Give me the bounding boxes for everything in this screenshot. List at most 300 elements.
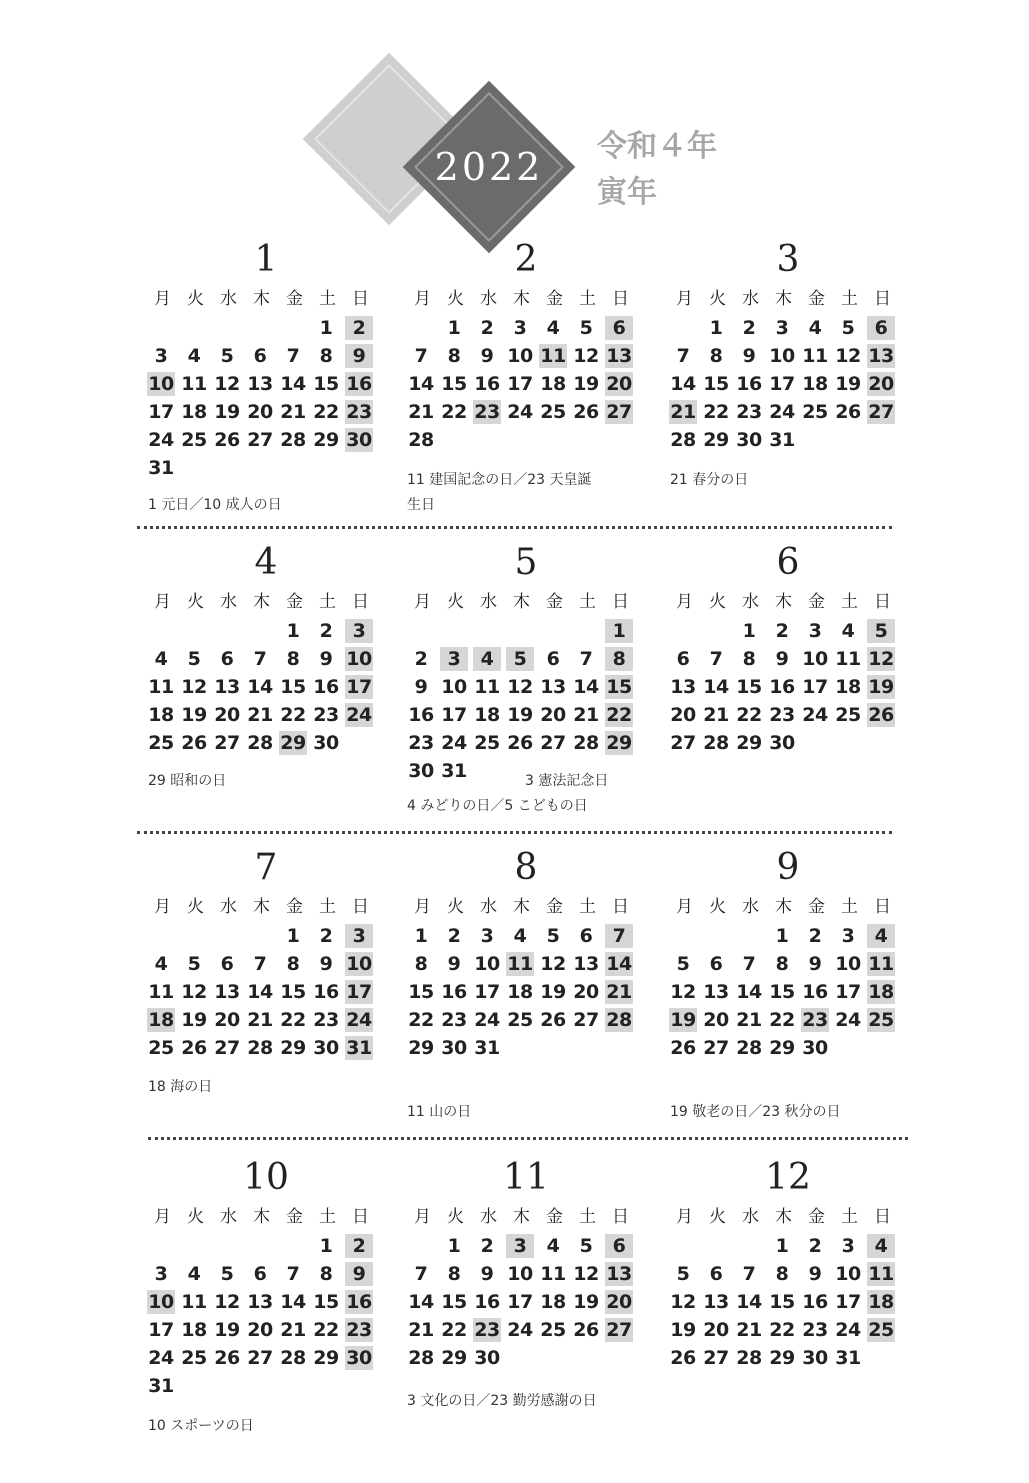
day-cell: 8 xyxy=(414,953,428,975)
weekday-header: 火 xyxy=(447,897,464,917)
empty-cell xyxy=(407,619,435,643)
day-cell: 13 xyxy=(670,676,696,698)
day-cell: 1 xyxy=(775,1235,789,1257)
day-cell: 16 xyxy=(408,704,434,726)
holiday-day-cell: 20 xyxy=(868,373,894,395)
day-cell: 8 xyxy=(447,1263,461,1285)
day-cell: 14 xyxy=(736,1291,762,1313)
day-cell: 30 xyxy=(802,1037,828,1059)
day-cell: 13 xyxy=(703,1291,729,1313)
month-number: 8 xyxy=(514,847,538,888)
day-cell: 5 xyxy=(676,953,690,975)
empty-cell xyxy=(147,924,175,948)
day-cell: 8 xyxy=(319,1263,333,1285)
day-cell: 27 xyxy=(703,1037,729,1059)
holiday-day-cell: 5 xyxy=(506,647,534,671)
holiday-day-cell: 25 xyxy=(868,1009,894,1031)
holiday-day-cell: 11 xyxy=(868,953,894,975)
holiday-day-cell: 29 xyxy=(280,732,306,754)
day-cell: 20 xyxy=(214,1009,240,1031)
day-cell: 13 xyxy=(247,373,273,395)
day-cell: 3 xyxy=(775,317,789,339)
holiday-day-cell: 30 xyxy=(346,1347,372,1369)
holiday-day-cell: 23 xyxy=(802,1009,828,1031)
day-cell: 14 xyxy=(703,676,729,698)
day-cell: 29 xyxy=(769,1037,795,1059)
day-cell: 11 xyxy=(148,981,174,1003)
day-cell: 12 xyxy=(540,953,566,975)
era-reiwa: 令和４年 xyxy=(597,129,717,164)
holiday-day-cell: 13 xyxy=(868,345,894,367)
empty-cell xyxy=(147,1234,175,1258)
day-cell: 13 xyxy=(214,676,240,698)
day-cell: 18 xyxy=(507,981,533,1003)
weekday-header: 土 xyxy=(841,289,858,309)
day-cell: 14 xyxy=(247,676,273,698)
holiday-note: 18 海の日 xyxy=(148,1079,213,1095)
empty-cell xyxy=(669,316,697,340)
holiday-day-cell: 14 xyxy=(606,953,632,975)
month-grid xyxy=(146,587,386,757)
day-cell: 27 xyxy=(247,1347,273,1369)
day-cell: 15 xyxy=(441,373,467,395)
day-cell: 27 xyxy=(214,732,240,754)
day-cell: 19 xyxy=(835,373,861,395)
day-cell: 1 xyxy=(319,1235,333,1257)
empty-cell xyxy=(147,316,175,340)
month-5 xyxy=(406,543,646,785)
month-number: 9 xyxy=(776,847,800,888)
day-cell: 19 xyxy=(181,704,207,726)
day-cell: 11 xyxy=(148,676,174,698)
weekday-header: 水 xyxy=(220,592,237,612)
day-cell: 12 xyxy=(214,373,240,395)
day-cell: 7 xyxy=(579,648,593,670)
day-cell: 22 xyxy=(280,704,306,726)
day-cell: 5 xyxy=(187,953,201,975)
calendar-header xyxy=(0,0,1029,240)
day-cell: 19 xyxy=(214,1319,240,1341)
weekday-header: 日 xyxy=(874,897,891,917)
holiday-day-cell: 18 xyxy=(868,1291,894,1313)
empty-cell xyxy=(572,619,600,643)
weekday-header: 水 xyxy=(480,289,497,309)
day-cell: 28 xyxy=(247,732,273,754)
day-cell: 28 xyxy=(703,732,729,754)
day-cell: 24 xyxy=(148,1347,174,1369)
day-cell: 21 xyxy=(408,401,434,423)
day-cell: 6 xyxy=(253,345,267,367)
holiday-day-cell: 27 xyxy=(868,401,894,423)
day-cell: 7 xyxy=(253,953,267,975)
holiday-day-cell: 10 xyxy=(346,953,372,975)
month-grid xyxy=(146,1202,386,1400)
weekday-header: 土 xyxy=(319,592,336,612)
day-cell: 31 xyxy=(441,760,467,782)
weekday-header: 水 xyxy=(220,1207,237,1227)
day-cell: 1 xyxy=(286,925,300,947)
day-cell: 13 xyxy=(214,981,240,1003)
day-cell: 29 xyxy=(703,429,729,451)
day-cell: 20 xyxy=(703,1319,729,1341)
day-cell: 17 xyxy=(802,676,828,698)
day-cell: 15 xyxy=(736,676,762,698)
day-cell: 2 xyxy=(319,620,333,642)
day-cell: 22 xyxy=(703,401,729,423)
day-cell: 3 xyxy=(480,925,494,947)
month-7 xyxy=(146,848,386,1062)
holiday-day-cell: 23 xyxy=(474,1319,500,1341)
day-cell: 27 xyxy=(573,1009,599,1031)
day-cell: 30 xyxy=(313,1037,339,1059)
day-cell: 12 xyxy=(181,676,207,698)
weekday-header: 火 xyxy=(709,897,726,917)
day-cell: 8 xyxy=(742,648,756,670)
divider-1 xyxy=(137,526,892,529)
day-cell: 21 xyxy=(247,704,273,726)
month-grid xyxy=(668,284,908,454)
weekday-header: 月 xyxy=(414,897,431,917)
day-cell: 19 xyxy=(573,373,599,395)
day-cell: 15 xyxy=(441,1291,467,1313)
holiday-day-cell: 1 xyxy=(605,619,633,643)
holiday-day-cell: 13 xyxy=(606,1263,632,1285)
weekday-header: 水 xyxy=(742,592,759,612)
day-cell: 6 xyxy=(546,648,560,670)
empty-cell xyxy=(702,619,730,643)
day-cell: 20 xyxy=(214,704,240,726)
weekday-header: 月 xyxy=(414,1207,431,1227)
day-cell: 2 xyxy=(808,925,822,947)
day-cell: 3 xyxy=(154,345,168,367)
holiday-day-cell: 10 xyxy=(148,1291,174,1313)
day-cell: 24 xyxy=(769,401,795,423)
day-cell: 2 xyxy=(742,317,756,339)
day-cell: 4 xyxy=(546,317,560,339)
day-cell: 4 xyxy=(154,648,168,670)
day-cell: 7 xyxy=(253,648,267,670)
day-cell: 4 xyxy=(154,953,168,975)
holiday-day-cell: 6 xyxy=(867,316,895,340)
day-cell: 25 xyxy=(148,1037,174,1059)
holiday-day-cell: 24 xyxy=(346,1009,372,1031)
day-cell: 12 xyxy=(573,345,599,367)
day-cell: 25 xyxy=(835,704,861,726)
day-cell: 28 xyxy=(670,429,696,451)
holiday-day-cell: 6 xyxy=(605,316,633,340)
day-cell: 28 xyxy=(247,1037,273,1059)
weekday-header: 火 xyxy=(709,289,726,309)
empty-cell xyxy=(669,924,697,948)
day-cell: 9 xyxy=(447,953,461,975)
weekday-header: 日 xyxy=(874,289,891,309)
month-10 xyxy=(146,1158,386,1400)
day-cell: 26 xyxy=(835,401,861,423)
day-cell: 31 xyxy=(474,1037,500,1059)
day-cell: 18 xyxy=(540,1291,566,1313)
month-grid xyxy=(406,1202,646,1372)
day-cell: 2 xyxy=(808,1235,822,1257)
holiday-note: 3 憲法記念日 xyxy=(525,773,609,789)
weekday-header: 日 xyxy=(874,592,891,612)
day-cell: 7 xyxy=(742,953,756,975)
empty-cell xyxy=(246,924,274,948)
day-cell: 1 xyxy=(286,620,300,642)
day-cell: 12 xyxy=(507,676,533,698)
day-cell: 29 xyxy=(280,1037,306,1059)
day-cell: 27 xyxy=(540,732,566,754)
empty-cell xyxy=(147,619,175,643)
weekday-header: 月 xyxy=(676,1207,693,1227)
weekday-header: 木 xyxy=(513,1207,530,1227)
day-cell: 4 xyxy=(187,1263,201,1285)
day-cell: 23 xyxy=(769,704,795,726)
empty-cell xyxy=(669,619,697,643)
day-cell: 5 xyxy=(546,925,560,947)
day-cell: 12 xyxy=(835,345,861,367)
weekday-header: 水 xyxy=(220,289,237,309)
era-zodiac: 寅年 xyxy=(597,175,657,210)
day-cell: 18 xyxy=(802,373,828,395)
holiday-day-cell: 31 xyxy=(346,1037,372,1059)
day-cell: 8 xyxy=(775,953,789,975)
day-cell: 14 xyxy=(573,676,599,698)
weekday-header: 月 xyxy=(414,592,431,612)
weekday-header: 木 xyxy=(775,289,792,309)
weekday-header: 月 xyxy=(154,592,171,612)
day-cell: 10 xyxy=(835,953,861,975)
day-cell: 3 xyxy=(841,1235,855,1257)
day-cell: 7 xyxy=(286,1263,300,1285)
day-cell: 21 xyxy=(280,401,306,423)
day-cell: 16 xyxy=(769,676,795,698)
holiday-day-cell: 10 xyxy=(346,648,372,670)
day-cell: 20 xyxy=(573,981,599,1003)
day-cell: 17 xyxy=(441,704,467,726)
empty-cell xyxy=(246,316,274,340)
day-cell: 12 xyxy=(670,981,696,1003)
day-cell: 9 xyxy=(319,953,333,975)
day-cell: 5 xyxy=(187,648,201,670)
holiday-day-cell: 13 xyxy=(606,345,632,367)
weekday-header: 木 xyxy=(253,592,270,612)
day-cell: 10 xyxy=(802,648,828,670)
day-cell: 14 xyxy=(247,981,273,1003)
holiday-day-cell: 3 xyxy=(345,924,373,948)
day-cell: 28 xyxy=(736,1347,762,1369)
day-cell: 20 xyxy=(247,401,273,423)
day-cell: 9 xyxy=(414,676,428,698)
day-cell: 1 xyxy=(414,925,428,947)
day-cell: 16 xyxy=(474,1291,500,1313)
day-cell: 17 xyxy=(769,373,795,395)
day-cell: 25 xyxy=(802,401,828,423)
day-cell: 9 xyxy=(742,345,756,367)
holiday-day-cell: 15 xyxy=(606,676,632,698)
weekday-header: 金 xyxy=(546,897,563,917)
weekday-header: 土 xyxy=(579,897,596,917)
day-cell: 1 xyxy=(709,317,723,339)
day-cell: 30 xyxy=(802,1347,828,1369)
day-cell: 5 xyxy=(676,1263,690,1285)
holiday-day-cell: 17 xyxy=(346,981,372,1003)
weekday-header: 金 xyxy=(546,592,563,612)
holiday-day-cell: 11 xyxy=(507,953,533,975)
holiday-day-cell: 9 xyxy=(345,1262,373,1286)
month-1 xyxy=(146,240,386,482)
day-cell: 25 xyxy=(507,1009,533,1031)
month-number: 4 xyxy=(254,542,278,583)
day-cell: 31 xyxy=(769,429,795,451)
day-cell: 24 xyxy=(441,732,467,754)
day-cell: 19 xyxy=(181,1009,207,1031)
day-cell: 7 xyxy=(742,1263,756,1285)
day-cell: 28 xyxy=(573,732,599,754)
weekday-header: 水 xyxy=(480,1207,497,1227)
empty-cell xyxy=(440,619,468,643)
holiday-day-cell: 28 xyxy=(606,1009,632,1031)
day-cell: 16 xyxy=(474,373,500,395)
day-cell: 29 xyxy=(313,429,339,451)
day-cell: 9 xyxy=(808,953,822,975)
weekday-header: 月 xyxy=(154,897,171,917)
month-12 xyxy=(668,1158,908,1372)
day-cell: 26 xyxy=(540,1009,566,1031)
day-cell: 18 xyxy=(835,676,861,698)
holiday-day-cell: 26 xyxy=(868,704,894,726)
holiday-note: 4 みどりの日／5 こどもの日 xyxy=(407,798,588,814)
day-cell: 1 xyxy=(742,620,756,642)
day-cell: 26 xyxy=(573,401,599,423)
empty-cell xyxy=(473,619,501,643)
month-grid xyxy=(146,892,386,1062)
weekday-header: 火 xyxy=(709,1207,726,1227)
day-cell: 8 xyxy=(447,345,461,367)
day-cell: 29 xyxy=(313,1347,339,1369)
day-cell: 9 xyxy=(480,345,494,367)
weekday-header: 火 xyxy=(187,592,204,612)
day-cell: 16 xyxy=(313,676,339,698)
day-cell: 17 xyxy=(148,1319,174,1341)
day-cell: 21 xyxy=(408,1319,434,1341)
day-cell: 13 xyxy=(540,676,566,698)
weekday-header: 火 xyxy=(447,1207,464,1227)
weekday-header: 火 xyxy=(447,289,464,309)
day-cell: 31 xyxy=(835,1347,861,1369)
holiday-day-cell: 2 xyxy=(345,316,373,340)
era-label xyxy=(597,124,717,216)
weekday-header: 月 xyxy=(676,289,693,309)
month-2 xyxy=(406,240,646,454)
day-cell: 10 xyxy=(507,1263,533,1285)
holiday-note: 11 建国記念の日／23 天皇誕 xyxy=(407,472,592,488)
weekday-header: 木 xyxy=(775,1207,792,1227)
day-cell: 25 xyxy=(474,732,500,754)
weekday-header: 火 xyxy=(187,897,204,917)
day-cell: 24 xyxy=(148,429,174,451)
day-cell: 9 xyxy=(480,1263,494,1285)
weekday-header: 日 xyxy=(352,592,369,612)
day-cell: 26 xyxy=(214,429,240,451)
weekday-header: 水 xyxy=(480,897,497,917)
month-9 xyxy=(668,848,908,1062)
day-cell: 28 xyxy=(408,1347,434,1369)
day-cell: 10 xyxy=(835,1263,861,1285)
day-cell: 21 xyxy=(703,704,729,726)
day-cell: 3 xyxy=(154,1263,168,1285)
holiday-day-cell: 7 xyxy=(605,924,633,948)
empty-cell xyxy=(213,316,241,340)
day-cell: 30 xyxy=(769,732,795,754)
day-cell: 23 xyxy=(802,1319,828,1341)
day-cell: 19 xyxy=(540,981,566,1003)
day-cell: 31 xyxy=(148,1375,174,1397)
empty-cell xyxy=(180,1234,208,1258)
empty-cell xyxy=(279,1234,307,1258)
holiday-day-cell: 30 xyxy=(346,429,372,451)
holiday-day-cell: 3 xyxy=(506,1234,534,1258)
month-number: 10 xyxy=(243,1157,289,1198)
day-cell: 13 xyxy=(247,1291,273,1313)
day-cell: 14 xyxy=(408,1291,434,1313)
day-cell: 26 xyxy=(670,1037,696,1059)
weekday-header: 日 xyxy=(612,897,629,917)
month-grid xyxy=(406,892,646,1062)
weekday-header: 月 xyxy=(154,289,171,309)
day-cell: 6 xyxy=(709,1263,723,1285)
day-cell: 11 xyxy=(181,1291,207,1313)
holiday-day-cell: 17 xyxy=(346,676,372,698)
weekday-header: 土 xyxy=(579,289,596,309)
day-cell: 27 xyxy=(703,1347,729,1369)
day-cell: 9 xyxy=(775,648,789,670)
weekday-header: 土 xyxy=(841,1207,858,1227)
day-cell: 20 xyxy=(670,704,696,726)
day-cell: 7 xyxy=(414,345,428,367)
day-cell: 5 xyxy=(220,345,234,367)
day-cell: 8 xyxy=(286,953,300,975)
day-cell: 17 xyxy=(148,401,174,423)
day-cell: 4 xyxy=(513,925,527,947)
day-cell: 15 xyxy=(280,981,306,1003)
day-cell: 11 xyxy=(474,676,500,698)
weekday-header: 金 xyxy=(546,289,563,309)
weekday-header: 月 xyxy=(676,592,693,612)
holiday-note: 21 春分の日 xyxy=(670,472,749,488)
weekday-header: 日 xyxy=(352,289,369,309)
day-cell: 5 xyxy=(220,1263,234,1285)
day-cell: 1 xyxy=(775,925,789,947)
day-cell: 2 xyxy=(480,1235,494,1257)
holiday-day-cell: 8 xyxy=(605,647,633,671)
holiday-day-cell: 25 xyxy=(868,1319,894,1341)
empty-cell xyxy=(407,1234,435,1258)
day-cell: 1 xyxy=(319,317,333,339)
weekday-header: 木 xyxy=(253,897,270,917)
day-cell: 27 xyxy=(670,732,696,754)
day-cell: 31 xyxy=(148,457,174,479)
month-grid xyxy=(668,1202,908,1372)
empty-cell xyxy=(702,924,730,948)
day-cell: 24 xyxy=(802,704,828,726)
day-cell: 4 xyxy=(808,317,822,339)
empty-cell xyxy=(735,1234,763,1258)
weekday-header: 水 xyxy=(742,1207,759,1227)
month-number: 6 xyxy=(776,542,800,583)
day-cell: 18 xyxy=(474,704,500,726)
day-cell: 6 xyxy=(220,953,234,975)
day-cell: 27 xyxy=(247,429,273,451)
